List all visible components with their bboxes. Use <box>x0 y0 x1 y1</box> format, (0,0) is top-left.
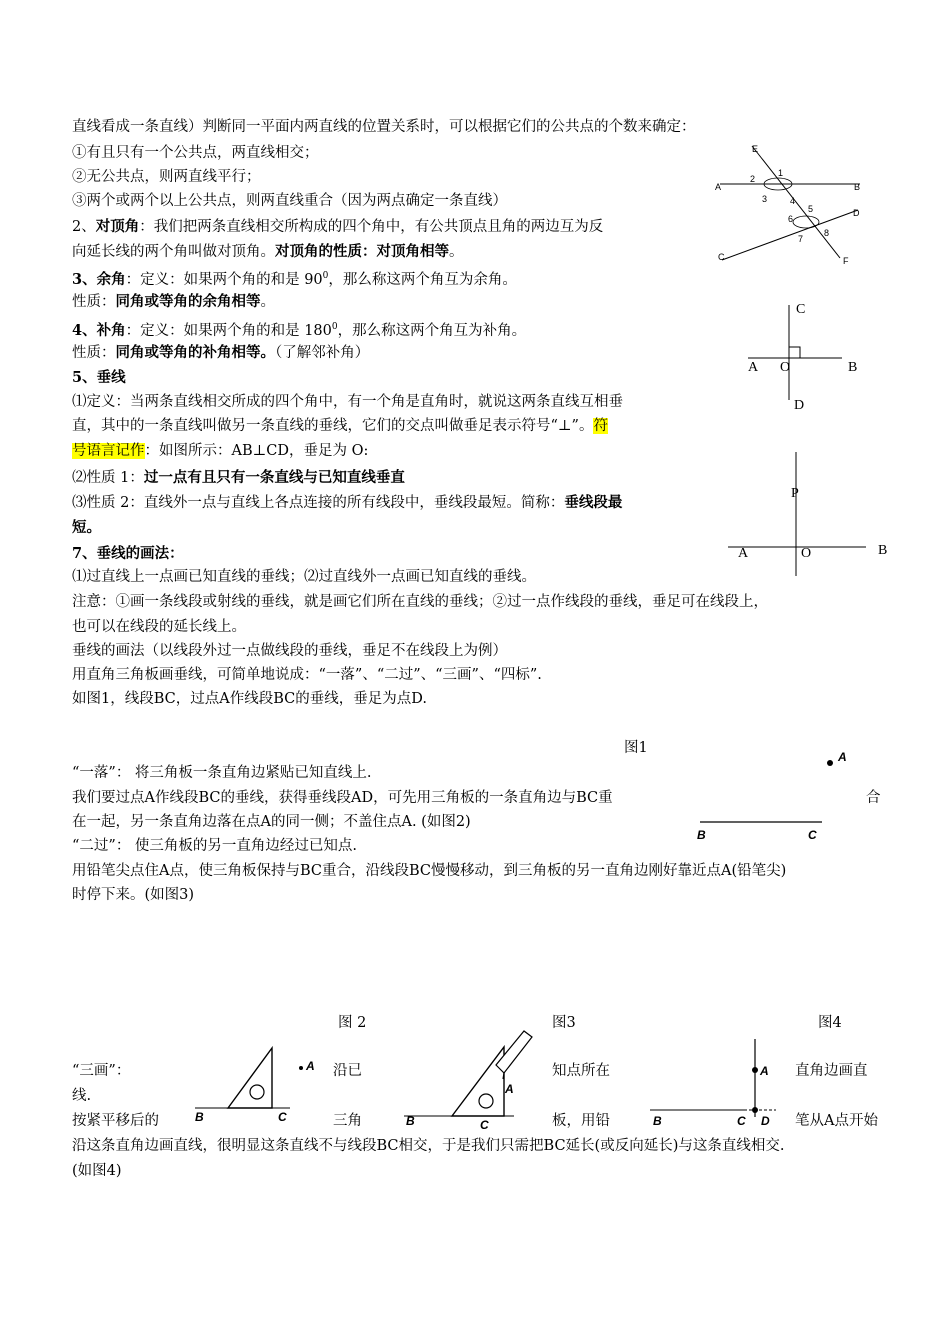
paragraph-line: 在一起，另一条直角边落在点A的同一侧；不盖住点A. (如图2) <box>72 814 471 830</box>
perpendicular-def: 直，其中的一条直线叫做另一条直线的垂线，它们的交点叫做垂足表示符号“⊥”。符 <box>72 418 608 434</box>
paragraph-line: (如图4) <box>72 1163 122 1179</box>
paragraph-line: 也可以在线段的延长线上。 <box>72 619 246 635</box>
angle-label: 6 <box>788 214 794 224</box>
complementary-def: 3、余角：定义：如果两个角的和是 $90^0$，那么称这两个角互为余角。 <box>72 270 517 288</box>
angle-label: B <box>854 182 861 192</box>
figure-caption: 图4 <box>818 1015 842 1031</box>
section-heading: 7、垂线的画法： <box>72 545 184 562</box>
angle-label: A <box>715 182 722 192</box>
angle-label: E <box>752 144 759 154</box>
complementary-prop: 性质：同角或等角的余角相等。 <box>72 293 275 310</box>
paragraph-line: 沿这条直角边画直线，很明显这条直线不与线段BC相交，于是我们只需把BC延长(或反向延长)与这条直线相交. <box>72 1138 785 1154</box>
point-label: A <box>748 360 759 375</box>
paragraph-line: 注意：①画一条线段或射线的垂线，就是画它们所在直线的垂线；②过一点作线段的垂线，垂足可在线段上， <box>72 594 768 610</box>
point-label: P <box>791 486 799 501</box>
paragraph-line: 按紧平移后的 <box>72 1113 159 1129</box>
supplementary-def: 4、补角：定义：如果两个角的和是 $180^0$，那么称这两个角互为补角。 <box>72 321 527 339</box>
figure-caption: 图3 <box>552 1015 576 1031</box>
angle-label: C <box>718 252 725 262</box>
paragraph-line: ③两个或两个以上公共点，则两直线重合（因为两点确定一条直线） <box>72 193 507 209</box>
paragraph-line: 沿已 <box>333 1063 362 1079</box>
point-label: B <box>878 543 888 558</box>
paragraph-line: ②无公共点，则两直线平行； <box>72 169 261 185</box>
point-label: B <box>697 828 706 842</box>
point-label: C <box>278 1110 287 1124</box>
point-label: C <box>480 1118 489 1132</box>
supplementary-prop: 性质：同角或等角的补角相等。（了解邻补角） <box>72 344 370 361</box>
angle-label: 4 <box>790 196 796 206</box>
paragraph-line: “三画”： <box>72 1063 131 1079</box>
angle-label: D <box>853 208 860 218</box>
point-label: B <box>653 1114 662 1128</box>
paragraph-line: 如图1，线段BC，过点A作线段BC的垂线，垂足为点D. <box>72 691 427 707</box>
paragraph-line: “二过”： 使三角板的另一直角边经过已知点. <box>72 838 358 854</box>
point-label: A <box>505 1082 514 1096</box>
figure2-diagram <box>190 1040 330 1120</box>
paragraph-line: 垂线的画法（以线段外过一点做线段的垂线，垂足不在线段上为例） <box>72 643 507 659</box>
paragraph-line: ⑴过直线上一点画已知直线的垂线；⑵过直线外一点画已知直线的垂线。 <box>72 569 536 585</box>
angle-label: 1 <box>778 168 784 178</box>
paragraph-line: 直线看成一条直线）判断同一平面内两直线的位置关系时，可以根据它们的公共点的个数来确定： <box>72 119 696 135</box>
point-label: A <box>738 546 749 561</box>
paragraph-line: ①有且只有一个公共点，两直线相交； <box>72 145 319 161</box>
point-label: A <box>838 750 847 764</box>
perpendicular-def: ⑴定义：当两条直线相交所成的四个角中，有一个角是直角时，就说这两条直线互相垂 <box>72 394 623 410</box>
perpendicular-prop1: ⑵性质 1：过一点有且只有一条直线与已知直线垂直 <box>72 469 405 486</box>
figure1-diagram <box>690 745 860 855</box>
point-label: B <box>406 1114 415 1128</box>
perpendicular-prop2: ⑶性质 2：直线外一点与直线上各点连接的所有线段中，垂线段最短。简称：垂线段最 <box>72 494 623 511</box>
point-label: O <box>780 360 791 375</box>
figure-caption: 图1 <box>624 740 648 756</box>
point-label: C <box>808 828 817 842</box>
angles-diagram <box>710 140 880 270</box>
perpendicular-def: 号语言记作：如图所示：AB⊥CD，垂足为 O: <box>72 443 369 459</box>
angle-label: 8 <box>824 228 830 238</box>
point-label: D <box>761 1114 770 1128</box>
paragraph-line: 直角边画直 <box>795 1063 868 1079</box>
point-label: C <box>796 302 806 317</box>
paragraph-line: 三角 <box>333 1113 362 1129</box>
point-label: O <box>801 546 812 561</box>
point-label: A <box>306 1059 315 1073</box>
angle-label: F <box>843 256 849 266</box>
paragraph-line: 我们要过点A作线段BC的垂线，获得垂线段AD，可先用三角板的一条直角边与BC重 <box>72 790 613 806</box>
point-label: D <box>794 398 805 413</box>
perpendicular-prop2: 短。 <box>72 519 101 536</box>
paragraph-line: 合 <box>866 790 881 806</box>
figure-caption: 图 2 <box>338 1015 367 1031</box>
paragraph-line: 板，用铅 <box>552 1113 610 1129</box>
figure3-diagram <box>400 1025 540 1125</box>
point-label: B <box>848 360 858 375</box>
point-label: C <box>737 1114 746 1128</box>
section-heading: 5、垂线 <box>72 369 126 386</box>
paragraph-line: “一落”： 将三角板一条直角边紧贴已知直线上. <box>72 765 372 781</box>
angle-label: 3 <box>762 194 768 204</box>
angle-label: 7 <box>798 234 804 244</box>
paragraph-line: 线. <box>72 1088 92 1104</box>
vertical-angle-prop: 向延长线的两个角叫做对顶角。对顶角的性质：对顶角相等。 <box>72 243 464 260</box>
point-label: B <box>195 1110 204 1124</box>
paragraph-line: 用铅笔尖点住A点，使三角板保持与BC重合，沿线段BC慢慢移动，到三角板的另一直角边刚好靠近点A(铅笔尖) <box>72 863 787 879</box>
paragraph-line: 知点所在 <box>552 1063 610 1079</box>
paragraph-line: 笔从A点开始 <box>795 1113 878 1129</box>
angle-label: 5 <box>808 204 814 214</box>
angle-label: 2 <box>750 174 756 184</box>
paragraph-line: 用直角三角板画垂线，可简单地说成：“一落”、“二过”、“三画”、“四标”. <box>72 667 542 683</box>
point-label: A <box>760 1064 769 1078</box>
vertical-angle-def: 2、对顶角：我们把两条直线相交所构成的四个角中，有公共顶点且角的两边互为反 <box>72 218 604 235</box>
paragraph-line: 时停下来。(如图3) <box>72 887 195 903</box>
